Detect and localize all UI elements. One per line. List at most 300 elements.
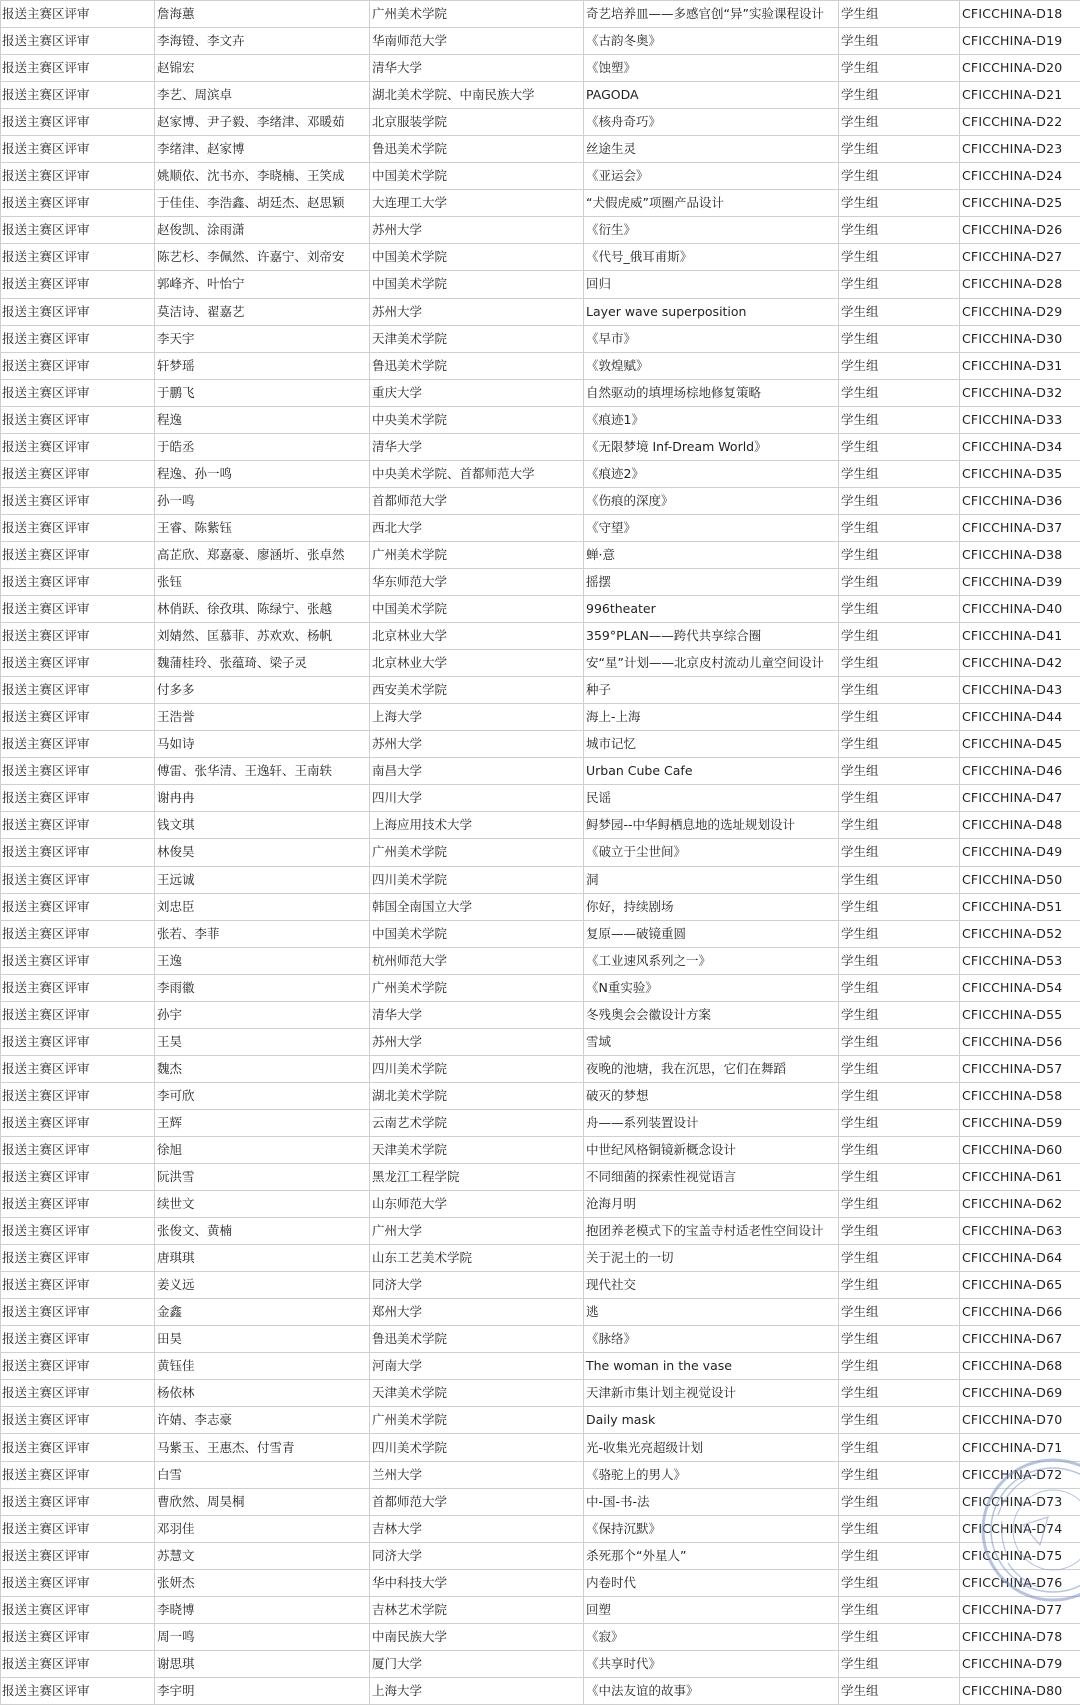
group-cell: 学生组 [839,487,960,514]
school-cell: 鲁迅美术学院 [370,1326,584,1353]
entry-code-cell: CFICCHINA-D69 [960,1380,1080,1407]
table-body [1,1,1080,1705]
review-type-cell: 报送主赛区评审 [1,1028,155,1055]
entry-code-cell: CFICCHINA-D79 [960,1650,1080,1677]
review-type-cell: 报送主赛区评审 [1,1380,155,1407]
work-title-cell: 《痕迹1》 [584,406,839,433]
school-cell: 大连理工大学 [370,190,584,217]
author-cell: 钱文琪 [155,812,370,839]
author-cell: 付多多 [155,677,370,704]
group-cell: 学生组 [839,1650,960,1677]
group-cell: 学生组 [839,82,960,109]
review-type-cell: 报送主赛区评审 [1,974,155,1001]
table-row [1,1353,1080,1380]
school-cell: 河南大学 [370,1353,584,1380]
work-title-cell: 冬残奥会会徽设计方案 [584,1001,839,1028]
review-type-cell: 报送主赛区评审 [1,514,155,541]
table-row [1,920,1080,947]
group-cell: 学生组 [839,1001,960,1028]
table-row [1,677,1080,704]
review-type-cell: 报送主赛区评审 [1,893,155,920]
entry-code-cell: CFICCHINA-D62 [960,1191,1080,1218]
entry-code-cell: CFICCHINA-D80 [960,1677,1080,1704]
author-cell: 赵俊凯、涂雨潇 [155,217,370,244]
group-cell: 学生组 [839,1136,960,1163]
group-cell: 学生组 [839,1028,960,1055]
group-cell: 学生组 [839,1299,960,1326]
school-cell: 吉林艺术学院 [370,1596,584,1623]
work-title-cell: 奇艺培养皿——多感官创“异”实验课程设计 [584,1,839,28]
group-cell: 学生组 [839,406,960,433]
review-type-cell: 报送主赛区评审 [1,325,155,352]
school-cell: 苏州大学 [370,1028,584,1055]
entry-code-cell: CFICCHINA-D33 [960,406,1080,433]
author-cell: 邓羽佳 [155,1515,370,1542]
work-title-cell: 关于泥土的一切 [584,1245,839,1272]
review-type-cell: 报送主赛区评审 [1,758,155,785]
table-row [1,596,1080,623]
group-cell: 学生组 [839,1109,960,1136]
review-type-cell: 报送主赛区评审 [1,352,155,379]
review-type-cell: 报送主赛区评审 [1,163,155,190]
author-cell: 张妍杰 [155,1569,370,1596]
group-cell: 学生组 [839,1623,960,1650]
school-cell: 广州美术学院 [370,839,584,866]
school-cell: 北京林业大学 [370,623,584,650]
author-cell: 王昊 [155,1028,370,1055]
work-title-cell: 破灭的梦想 [584,1082,839,1109]
school-cell: 韩国全南国立大学 [370,893,584,920]
group-cell: 学生组 [839,1191,960,1218]
work-title-cell: 《中法友谊的故事》 [584,1677,839,1704]
author-cell: 谢冉冉 [155,785,370,812]
review-type-cell: 报送主赛区评审 [1,190,155,217]
group-cell: 学生组 [839,325,960,352]
author-cell: 王逸 [155,947,370,974]
author-cell: 李可欣 [155,1082,370,1109]
group-cell: 学生组 [839,109,960,136]
group-cell: 学生组 [839,731,960,758]
review-type-cell: 报送主赛区评审 [1,812,155,839]
author-cell: 孙一鸣 [155,487,370,514]
entry-code-cell: CFICCHINA-D60 [960,1136,1080,1163]
group-cell: 学生组 [839,163,960,190]
school-cell: 四川美术学院 [370,1055,584,1082]
work-title-cell: 民谣 [584,785,839,812]
table-row [1,1677,1080,1704]
group-cell: 学生组 [839,568,960,595]
group-cell: 学生组 [839,839,960,866]
work-title-cell: 复原——破镜重圆 [584,920,839,947]
table-row [1,406,1080,433]
work-title-cell: The woman in the vase [584,1353,839,1380]
group-cell: 学生组 [839,1082,960,1109]
work-title-cell: “犬假虎威”项圈产品设计 [584,190,839,217]
author-cell: 苏慧文 [155,1542,370,1569]
table-row [1,541,1080,568]
group-cell: 学生组 [839,514,960,541]
table-row [1,866,1080,893]
work-title-cell: 《N重实验》 [584,974,839,1001]
school-cell: 清华大学 [370,1001,584,1028]
table-row [1,55,1080,82]
table-row [1,487,1080,514]
work-title-cell: 内卷时代 [584,1569,839,1596]
review-type-cell: 报送主赛区评审 [1,1650,155,1677]
review-type-cell: 报送主赛区评审 [1,406,155,433]
school-cell: 上海应用技术大学 [370,812,584,839]
author-cell: 程逸 [155,406,370,433]
entry-code-cell: CFICCHINA-D78 [960,1623,1080,1650]
work-title-cell: 《代号_俄耳甫斯》 [584,244,839,271]
author-cell: 张俊文、黄楠 [155,1218,370,1245]
review-type-cell: 报送主赛区评审 [1,596,155,623]
entry-code-cell: CFICCHINA-D70 [960,1407,1080,1434]
author-cell: 程逸、孙一鸣 [155,460,370,487]
entry-code-cell: CFICCHINA-D59 [960,1109,1080,1136]
group-cell: 学生组 [839,785,960,812]
work-title-cell: Layer wave superposition [584,298,839,325]
entry-code-cell: CFICCHINA-D24 [960,163,1080,190]
review-type-cell: 报送主赛区评审 [1,1353,155,1380]
entry-code-cell: CFICCHINA-D46 [960,758,1080,785]
entry-code-cell: CFICCHINA-D72 [960,1461,1080,1488]
group-cell: 学生组 [839,136,960,163]
school-cell: 鲁迅美术学院 [370,136,584,163]
group-cell: 学生组 [839,1353,960,1380]
author-cell: 杨依林 [155,1380,370,1407]
author-cell: 张钰 [155,568,370,595]
table-row [1,1001,1080,1028]
school-cell: 首都师范大学 [370,487,584,514]
author-cell: 徐旭 [155,1136,370,1163]
group-cell: 学生组 [839,1569,960,1596]
work-title-cell: 中-国-书-法 [584,1488,839,1515]
author-cell: 王远诚 [155,866,370,893]
table-row [1,731,1080,758]
table-row [1,1407,1080,1434]
school-cell: 西安美术学院 [370,677,584,704]
author-cell: 阮洪雪 [155,1164,370,1191]
review-type-cell: 报送主赛区评审 [1,1677,155,1704]
table-row [1,947,1080,974]
review-type-cell: 报送主赛区评审 [1,1218,155,1245]
entry-code-cell: CFICCHINA-D53 [960,947,1080,974]
work-title-cell: 《蚀塑》 [584,55,839,82]
entry-code-cell: CFICCHINA-D26 [960,217,1080,244]
table-row [1,650,1080,677]
author-cell: 姚顺依、沈书亦、李晓楠、王笑成 [155,163,370,190]
entry-code-cell: CFICCHINA-D76 [960,1569,1080,1596]
author-cell: 郭峰齐、叶怡宁 [155,271,370,298]
entry-code-cell: CFICCHINA-D51 [960,893,1080,920]
school-cell: 广州大学 [370,1218,584,1245]
entry-code-cell: CFICCHINA-D63 [960,1218,1080,1245]
school-cell: 中国美术学院 [370,244,584,271]
school-cell: 湖北美术学院 [370,1082,584,1109]
school-cell: 中央美术学院、首都师范大学 [370,460,584,487]
work-title-cell: 359°PLAN——跨代共享综合圈 [584,623,839,650]
work-title-cell: 抱团养老模式下的宝盖寺村适老性空间设计 [584,1218,839,1245]
review-type-cell: 报送主赛区评审 [1,1191,155,1218]
table-row [1,514,1080,541]
review-type-cell: 报送主赛区评审 [1,1136,155,1163]
work-title-cell: 现代社交 [584,1272,839,1299]
table-row [1,1136,1080,1163]
entry-code-cell: CFICCHINA-D21 [960,82,1080,109]
review-type-cell: 报送主赛区评审 [1,55,155,82]
review-type-cell: 报送主赛区评审 [1,109,155,136]
school-cell: 中国美术学院 [370,596,584,623]
group-cell: 学生组 [839,28,960,55]
review-type-cell: 报送主赛区评审 [1,1542,155,1569]
group-cell: 学生组 [839,893,960,920]
table-row [1,163,1080,190]
table-row [1,1515,1080,1542]
school-cell: 同济大学 [370,1272,584,1299]
author-cell: 林俊昊 [155,839,370,866]
review-type-cell: 报送主赛区评审 [1,487,155,514]
author-cell: 赵家博、尹子毅、李绪津、邓暖茹 [155,109,370,136]
group-cell: 学生组 [839,1272,960,1299]
school-cell: 兰州大学 [370,1461,584,1488]
review-type-cell: 报送主赛区评审 [1,298,155,325]
work-title-cell: 《寂》 [584,1623,839,1650]
author-cell: 轩梦瑶 [155,352,370,379]
author-cell: 魏蒲桂玲、张蕴琦、梁子灵 [155,650,370,677]
school-cell: 郑州大学 [370,1299,584,1326]
work-title-cell: 种子 [584,677,839,704]
review-type-cell: 报送主赛区评审 [1,1055,155,1082]
group-cell: 学生组 [839,1,960,28]
group-cell: 学生组 [839,1515,960,1542]
review-type-cell: 报送主赛区评审 [1,541,155,568]
author-cell: 周一鸣 [155,1623,370,1650]
review-type-cell: 报送主赛区评审 [1,82,155,109]
table-row [1,217,1080,244]
table-row [1,1569,1080,1596]
work-title-cell: 《脉络》 [584,1326,839,1353]
school-cell: 天津美术学院 [370,1136,584,1163]
review-type-cell: 报送主赛区评审 [1,1109,155,1136]
work-title-cell: 《衍生》 [584,217,839,244]
review-type-cell: 报送主赛区评审 [1,839,155,866]
review-type-cell: 报送主赛区评审 [1,1515,155,1542]
entry-code-cell: CFICCHINA-D65 [960,1272,1080,1299]
author-cell: 李海镫、李文卉 [155,28,370,55]
table-row [1,1055,1080,1082]
entry-code-cell: CFICCHINA-D56 [960,1028,1080,1055]
school-cell: 云南艺术学院 [370,1109,584,1136]
work-title-cell: 《破立于尘世间》 [584,839,839,866]
entry-code-cell: CFICCHINA-D35 [960,460,1080,487]
author-cell: 许婧、李志豪 [155,1407,370,1434]
author-cell: 魏杰 [155,1055,370,1082]
school-cell: 四川美术学院 [370,1434,584,1461]
review-type-cell: 报送主赛区评审 [1,623,155,650]
group-cell: 学生组 [839,650,960,677]
author-cell: 王辉 [155,1109,370,1136]
school-cell: 厦门大学 [370,1650,584,1677]
review-type-cell: 报送主赛区评审 [1,785,155,812]
group-cell: 学生组 [839,974,960,1001]
work-title-cell: 《保持沉默》 [584,1515,839,1542]
group-cell: 学生组 [839,379,960,406]
table-row [1,704,1080,731]
work-title-cell: Daily mask [584,1407,839,1434]
entry-code-cell: CFICCHINA-D45 [960,731,1080,758]
table-row [1,244,1080,271]
work-title-cell: 《古韵冬奥》 [584,28,839,55]
table-row [1,1326,1080,1353]
review-type-cell: 报送主赛区评审 [1,1596,155,1623]
author-cell: 王浩誉 [155,704,370,731]
work-title-cell: PAGODA [584,82,839,109]
author-cell: 谢思琪 [155,1650,370,1677]
entry-code-cell: CFICCHINA-D19 [960,28,1080,55]
author-cell: 姜义远 [155,1272,370,1299]
entry-code-cell: CFICCHINA-D49 [960,839,1080,866]
table-row [1,325,1080,352]
work-title-cell: 夜晚的池塘，我在沉思，它们在舞蹈 [584,1055,839,1082]
entry-code-cell: CFICCHINA-D52 [960,920,1080,947]
author-cell: 刘婧然、匡慕菲、苏欢欢、杨帆 [155,623,370,650]
work-title-cell: 你好，持续剧场 [584,893,839,920]
table-row [1,1191,1080,1218]
school-cell: 黑龙江工程学院 [370,1164,584,1191]
table-row [1,785,1080,812]
entry-code-cell: CFICCHINA-D48 [960,812,1080,839]
review-type-cell: 报送主赛区评审 [1,1164,155,1191]
author-cell: 高芷欣、郑嘉豪、廖涵圻、张卓然 [155,541,370,568]
author-cell: 于皓丞 [155,433,370,460]
work-title-cell: Urban Cube Cafe [584,758,839,785]
work-title-cell: 《骆驼上的男人》 [584,1461,839,1488]
school-cell: 杭州师范大学 [370,947,584,974]
table-row [1,1596,1080,1623]
review-type-cell: 报送主赛区评审 [1,433,155,460]
entry-code-cell: CFICCHINA-D34 [960,433,1080,460]
work-title-cell: 安“星”计划——北京皮村流动儿童空间设计 [584,650,839,677]
table-row [1,839,1080,866]
entry-code-cell: CFICCHINA-D27 [960,244,1080,271]
review-type-cell: 报送主赛区评审 [1,1299,155,1326]
review-type-cell: 报送主赛区评审 [1,217,155,244]
school-cell: 广州美术学院 [370,974,584,1001]
review-type-cell: 报送主赛区评审 [1,947,155,974]
entry-code-cell: CFICCHINA-D68 [960,1353,1080,1380]
work-title-cell: 《工业速风系列之一》 [584,947,839,974]
table-row [1,1028,1080,1055]
entry-code-cell: CFICCHINA-D55 [960,1001,1080,1028]
table-row [1,1380,1080,1407]
group-cell: 学生组 [839,541,960,568]
entry-code-cell: CFICCHINA-D58 [960,1082,1080,1109]
school-cell: 清华大学 [370,433,584,460]
entry-code-cell: CFICCHINA-D50 [960,866,1080,893]
school-cell: 北京服装学院 [370,109,584,136]
table-row [1,893,1080,920]
school-cell: 中国美术学院 [370,163,584,190]
review-type-cell: 报送主赛区评审 [1,677,155,704]
group-cell: 学生组 [839,1055,960,1082]
group-cell: 学生组 [839,55,960,82]
entry-code-cell: CFICCHINA-D44 [960,704,1080,731]
author-cell: 田昊 [155,1326,370,1353]
work-title-cell: 光-收集光亮超级计划 [584,1434,839,1461]
table-row [1,28,1080,55]
author-cell: 曹欣然、周昊桐 [155,1488,370,1515]
entry-code-cell: CFICCHINA-D47 [960,785,1080,812]
school-cell: 上海大学 [370,704,584,731]
table-row [1,1218,1080,1245]
group-cell: 学生组 [839,460,960,487]
work-title-cell: 雪域 [584,1028,839,1055]
table-row [1,623,1080,650]
work-title-cell: 城市记忆 [584,731,839,758]
entry-code-cell: CFICCHINA-D67 [960,1326,1080,1353]
school-cell: 广州美术学院 [370,1,584,28]
table-row [1,1623,1080,1650]
school-cell: 鲁迅美术学院 [370,352,584,379]
review-type-cell: 报送主赛区评审 [1,1272,155,1299]
table-row [1,379,1080,406]
author-cell: 莫洁诗、翟嘉艺 [155,298,370,325]
entry-code-cell: CFICCHINA-D18 [960,1,1080,28]
table-row [1,109,1080,136]
entry-code-cell: CFICCHINA-D77 [960,1596,1080,1623]
school-cell: 吉林大学 [370,1515,584,1542]
work-title-cell: 《伤痕的深度》 [584,487,839,514]
work-title-cell: 中世纪风格铜镜新概念设计 [584,1136,839,1163]
review-type-cell: 报送主赛区评审 [1,920,155,947]
group-cell: 学生组 [839,866,960,893]
entry-code-cell: CFICCHINA-D73 [960,1488,1080,1515]
table-row [1,1109,1080,1136]
table-row [1,271,1080,298]
author-cell: 李绪津、赵家博 [155,136,370,163]
table-row [1,136,1080,163]
table-row [1,1434,1080,1461]
school-cell: 同济大学 [370,1542,584,1569]
author-cell: 孙宇 [155,1001,370,1028]
entry-code-cell: CFICCHINA-D57 [960,1055,1080,1082]
group-cell: 学生组 [839,1677,960,1704]
review-type-cell: 报送主赛区评审 [1,1082,155,1109]
group-cell: 学生组 [839,217,960,244]
entry-code-cell: CFICCHINA-D32 [960,379,1080,406]
entry-code-cell: CFICCHINA-D22 [960,109,1080,136]
work-title-cell: 《亚运会》 [584,163,839,190]
author-cell: 黄钰佳 [155,1353,370,1380]
group-cell: 学生组 [839,677,960,704]
school-cell: 中南民族大学 [370,1623,584,1650]
author-cell: 李晓博 [155,1596,370,1623]
work-title-cell: 丝途生灵 [584,136,839,163]
entry-code-cell: CFICCHINA-D39 [960,568,1080,595]
review-type-cell: 报送主赛区评审 [1,1001,155,1028]
entry-code-cell: CFICCHINA-D30 [960,325,1080,352]
school-cell: 清华大学 [370,55,584,82]
table-row [1,1650,1080,1677]
school-cell: 南昌大学 [370,758,584,785]
work-title-cell: 不同细菌的探索性视觉语言 [584,1164,839,1191]
review-type-cell: 报送主赛区评审 [1,1488,155,1515]
group-cell: 学生组 [839,704,960,731]
table-row [1,1245,1080,1272]
group-cell: 学生组 [839,947,960,974]
entry-code-cell: CFICCHINA-D20 [960,55,1080,82]
